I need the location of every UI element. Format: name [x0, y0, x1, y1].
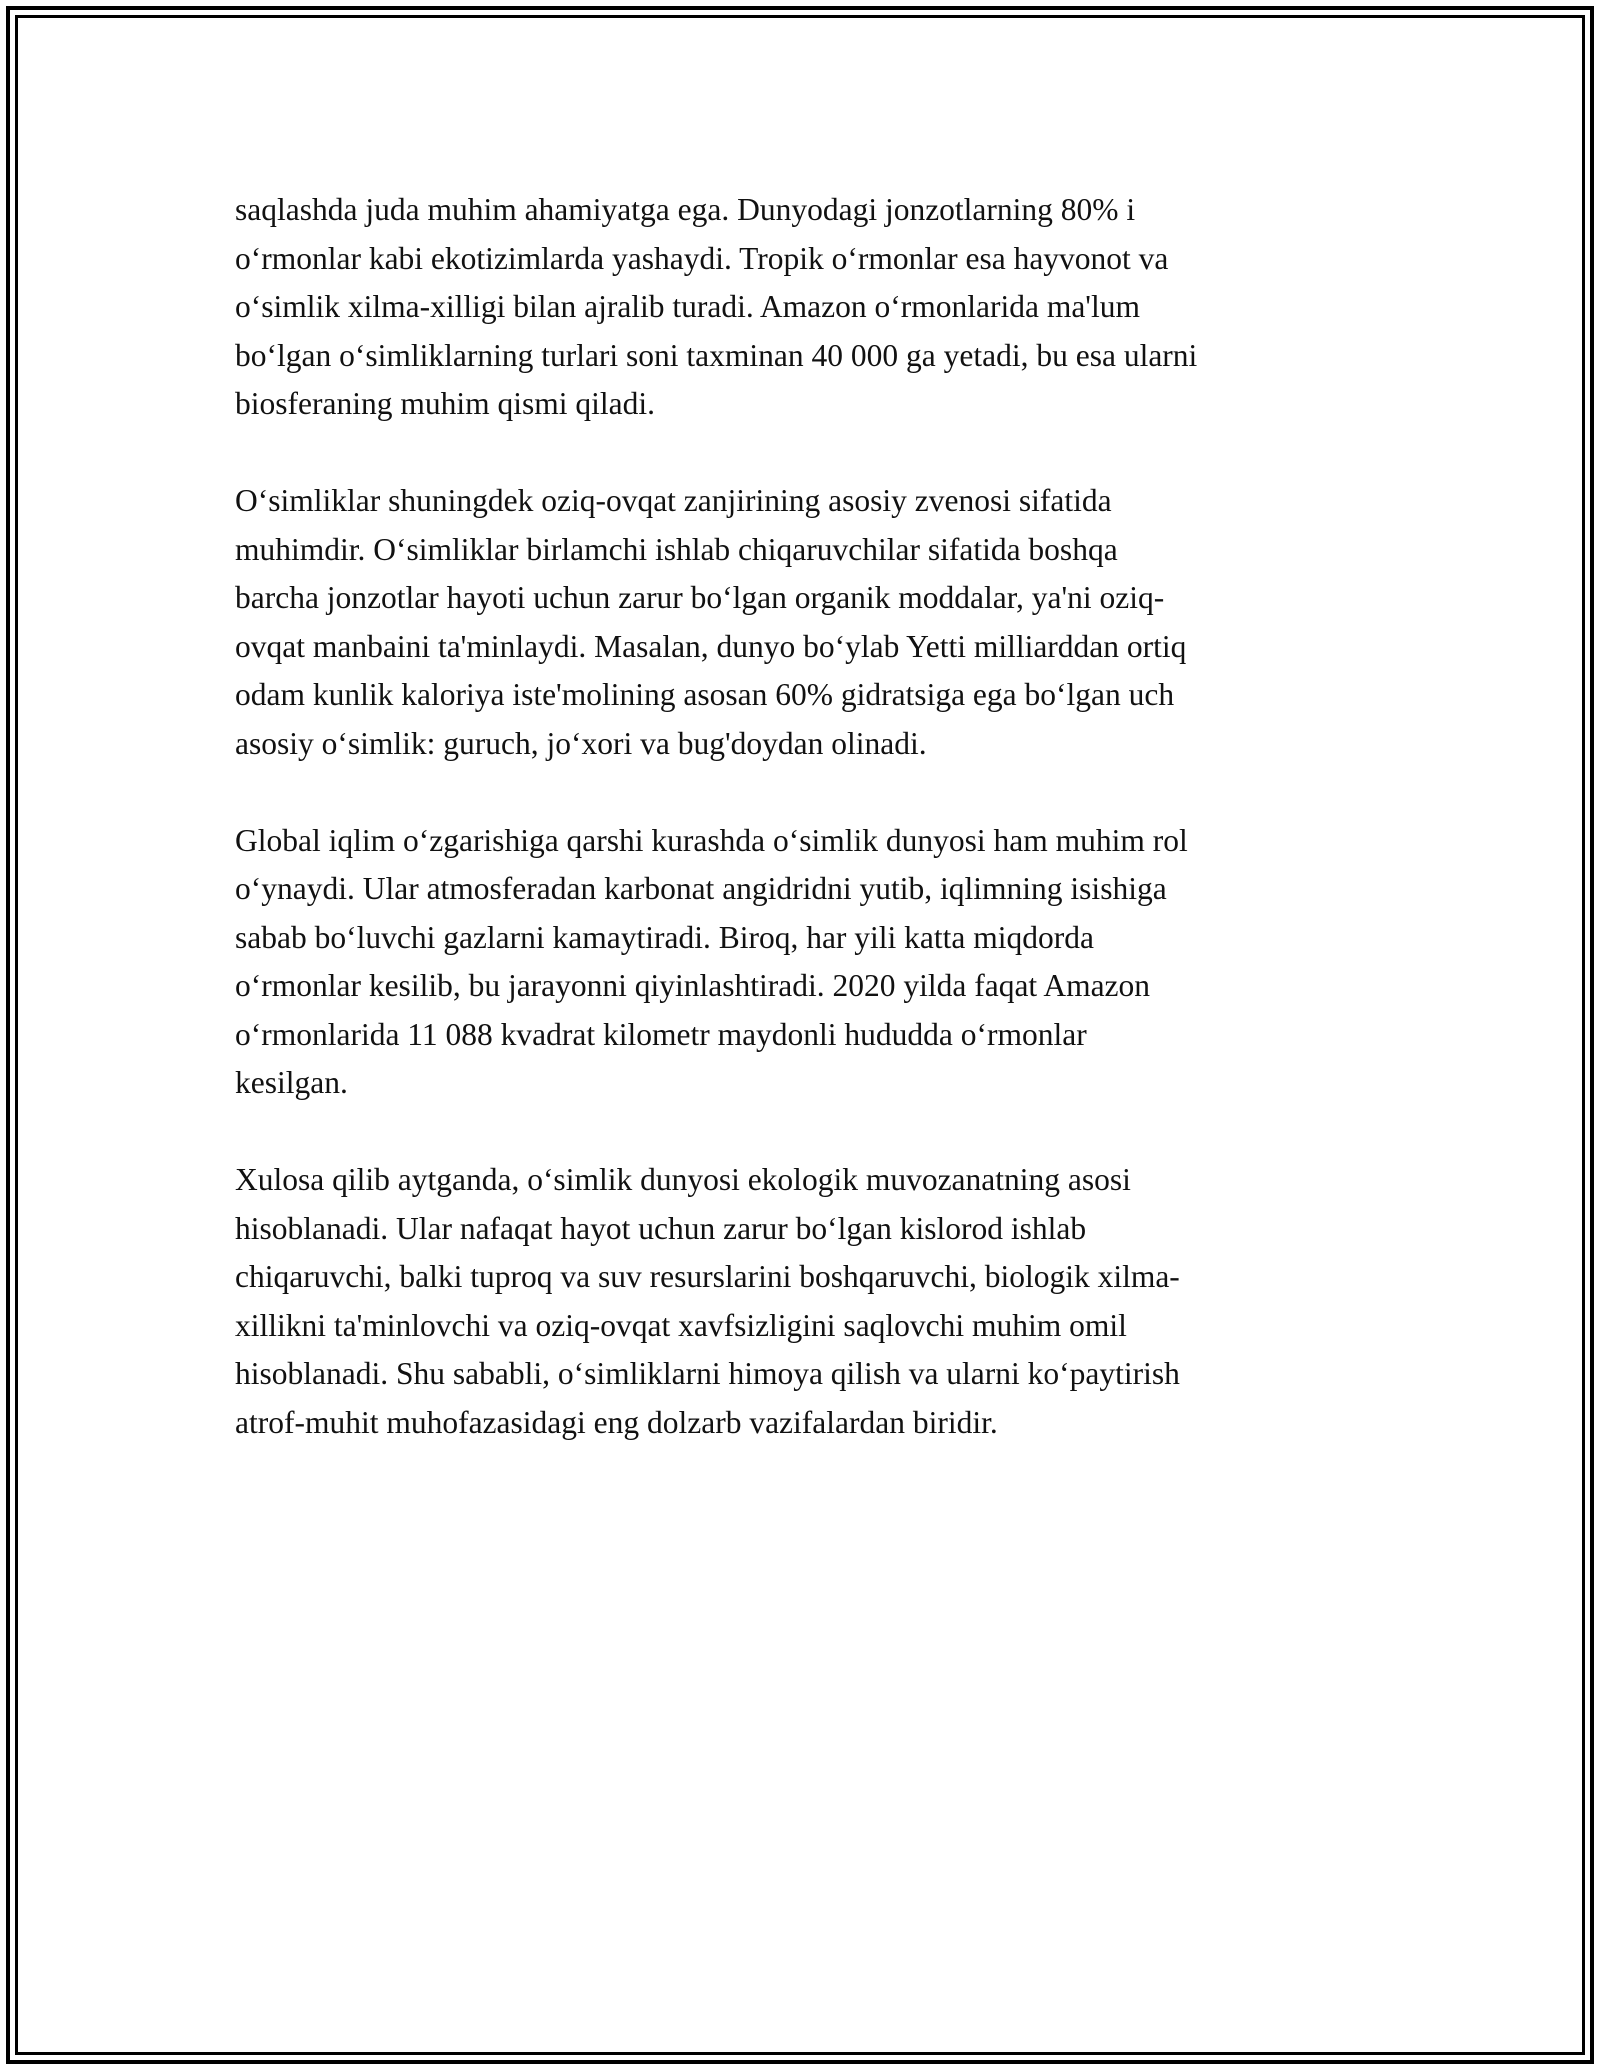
text-line: o‘simlik xilma-xilligi bilan ajralib turadi. Amazon o‘rmonlarida ma'lum [235, 289, 1140, 324]
text-line: odam kunlik kaloriya iste'molining asosan 60% gidratsiga ega bo‘lgan uch [235, 677, 1175, 712]
text-line: o‘rmonlar kesilib, bu jarayonni qiyinlashtiradi. 2020 yilda faqat Amazon [235, 968, 1151, 1003]
paragraph-3 [235, 817, 1370, 1108]
text-line: hisoblanadi. Ular nafaqat hayot uchun zarur bo‘lgan kislorod ishlab [235, 1210, 1087, 1246]
text-line: o‘ynaydi. Ular atmosferadan karbonat angidridni yutib, iqlimning isishiga [235, 871, 1167, 906]
text-line: Xulosa qilib aytganda, o‘simlik dunyosi ekologik muvozanatning asosi [235, 1162, 1131, 1197]
paragraph-2 [235, 477, 1370, 768]
text-line: saqlashda juda muhim ahamiyatga ega. Dunyodagi jonzotlarning 80% i [235, 192, 1136, 227]
text-line: o‘rmonlarida 11 088 kvadrat kilometr maydonli hududda o‘rmonlar [235, 1016, 1087, 1052]
text-line: sabab bo‘luvchi gazlarni kamaytiradi. Biroq, har yili katta miqdorda [235, 919, 1094, 955]
text-line: ovqat manbaini ta'minlaydi. Masalan, dunyo bo‘ylab Yetti milliarddan ortiq [235, 628, 1187, 664]
text-line: o‘rmonlar kabi ekotizimlarda yashaydi. Tropik o‘rmonlar esa hayvonot va [235, 240, 1169, 276]
text-line: kesilgan. [235, 1065, 348, 1100]
text-line: bo‘lgan o‘simliklarning turlari soni taxminan 40 000 ga yetadi, bu esa ularni [235, 337, 1198, 373]
text-line: O‘simliklar shuningdek oziq-ovqat zanjirining asosiy zvenosi sifatida [235, 483, 1112, 518]
text-line: barcha jonzotlar hayoti uchun zarur bo‘lgan organik moddalar, ya'ni oziq- [235, 580, 1165, 615]
paragraph-4 [235, 1156, 1370, 1447]
text-line: xillikni ta'minlovchi va oziq-ovqat xavfsizligini saqlovchi muhim omil [235, 1307, 1127, 1343]
text-line: Global iqlim o‘zgarishiga qarshi kurashda o‘simlik dunyosi ham muhim rol [235, 822, 1188, 858]
document-body [235, 186, 1370, 1496]
paragraph-1 [235, 186, 1370, 429]
text-line: chiqaruvchi, balki tuproq va suv resurslarini boshqaruvchi, biologik xilma- [235, 1259, 1180, 1294]
text-line: atrof-muhit muhofazasidagi eng dolzarb vazifalardan biridir. [235, 1404, 998, 1440]
text-line: biosferaning muhim qismi qiladi. [235, 386, 655, 421]
text-line: asosiy o‘simlik: guruch, jo‘xori va bug'doydan olinadi. [235, 725, 927, 761]
text-line: muhimdir. O‘simliklar birlamchi ishlab chiqaruvchilar sifatida boshqa [235, 531, 1118, 567]
text-line: hisoblanadi. Shu sababli, o‘simliklarni himoya qilish va ularni ko‘paytirish [235, 1356, 1180, 1391]
